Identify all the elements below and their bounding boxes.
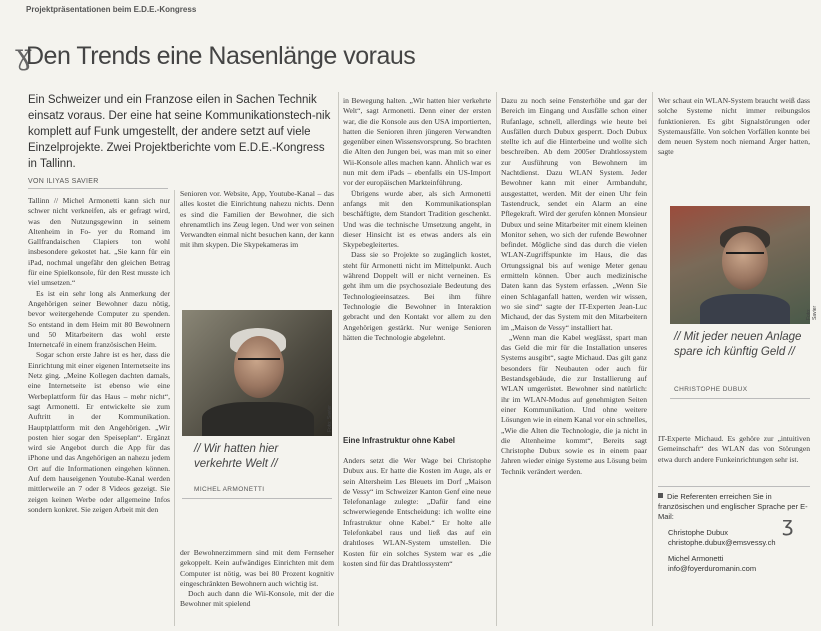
- paragraph: in Bewegung halten. „Wir hatten hier verkehrte Welt“, sagt Armonetti. Denn einer der ersten war, die die Konsole aus den USA importierten, hatten die Senioren ihren jüngeren Verwandten gegenüber einen Wissensvorsprung. So brachten die Alten den Jungen bei, was man mit so einer Wii-Konsole alles machen kann. Ähnlich war es nun mit dem iPads – ebenfalls ein US-Import vor der europäischen Markteinführung.: [343, 96, 491, 188]
- portrait-photo-armonetti: [182, 310, 332, 436]
- paragraph: Anders setzt die Wer Wage bei Christophe Dubux aus. Er hatte die Kosten im Auge, als er sein Altersheim Les Bleuets im Dorf „Maison de Vessy“ im Schweizer Kanton Genf eine neue Telefonanlage zulegte: „Dafür fand eine schwerwiegende Entscheidung: ich wollte eine Infrastruktur ohne Kabel.“ Er holte alle Telefonkabel raus und ließ das auf ein drahtloses WLAN-System umstellen. Die Kosten für ein solches System war es „die kosten sind für das Drahtlossystem“: [343, 456, 491, 568]
- column-divider: [174, 190, 175, 626]
- bullet-square-icon: [658, 493, 663, 498]
- photo-shirt: [202, 402, 314, 436]
- pull-quote-author: CHRISTOPHE DUBUX: [674, 386, 748, 393]
- headline: Den Trends eine Nasenlänge voraus: [26, 42, 416, 70]
- contact-armonetti: [658, 554, 810, 574]
- paragraph: IT-Experte Michaud. Es gehöre zur „intuitiven Gemeinschaft“ des WLAN das von Störungen etwa durch andere Funkeinrichtungen sehr ist.: [658, 434, 810, 464]
- photo-credit: Foto: Savier: [806, 305, 818, 320]
- paragraph: Tallinn // Michel Armonetti kann sich nur schwer nicht verkneifen, als er gefragt wird, was den Nutzungsgewinn in seinem Altenheim in Fo- yer du Romand im Gallfrandaischen Clapiers ton wohl insbesondere gekostet hat. „Sie kann für ein iPad, nochmal ungefähr den gleichen Betrag für eine Spielkonsole, für den Rest musste ich viel umsetzen.“: [28, 196, 170, 288]
- photo-shirt: [700, 294, 790, 324]
- paragraph: Doch auch dann die Wii-Konsole, mit der die Bewohner mit spielend: [180, 589, 334, 609]
- paragraph: Es ist ein sehr long als Anmerkung der Angehörigen seiner Bewohner dazu nötig, bevor weitergehende Computer zu spenden. So entstand in dem Heim mit 80 Bewohnern und 50 Mitarbeitern das wohl erste Internetcafé in einem französischen Heim.: [28, 288, 170, 350]
- byline: VON ILIYAS SAVIER: [28, 178, 99, 185]
- photo-face: [234, 336, 284, 398]
- logo-mark-icon: ʒ: [782, 512, 794, 536]
- paragraph: Dazu zu noch seine Fensterhöhe und gar der Bereich im Eingang und Ausfälle schon einer Rufanlage, schnell, allerdings wie heute bei Ausfällen durch Dubux gesperrt. Doch Dubux stellte ich auf die Hinterbeine und wollte sich beschreiben. Ab dem 2005er Drahtlossystem zur Ausführung von Bewohnern im Nachtdienst. Dazu WLAN System. Jeder Bewohner kann mit einer Armbanduhr, ausgestattet, werden. Mit der einen Uhr fein Tastendruck, sendet ein Alarm an eine Pflegekraft. Wird der gerufen können Monsieur Dubux und seine Mitarbeiter mit einem kleinen Monitor sehen, wo sich der rufende Bewohner befindet. Mögliche sind das durch die vielen WLAN-Zugriffspunkte im Haus, die das Ortungssignal bis auf wenige Meter genau ermitteln können. Über auch medizinische Daten kann das System erfassen. „Wenn Sie einen Schlaganfall hatten, werden wir wissen, wo sie sind“ sagte der IT-Experten Jean-Luc Michaud, der das System mit den Mitarbeitern im „Maison de Vessy“ installiert hat.: [501, 96, 647, 332]
- article-column-4: [501, 96, 647, 626]
- contact-email-link[interactable]: info@foyerduromanin.com: [668, 564, 757, 573]
- contact-email-link[interactable]: christophe.dubux@emsvessy.ch: [668, 538, 776, 547]
- article-column-2-bottom: [180, 548, 334, 628]
- article-column-5: [658, 96, 810, 200]
- photo-face: [722, 232, 768, 290]
- pull-quote-author: MICHEL ARMONETTI: [194, 486, 265, 493]
- paragraph: der Bewohnerzimmern sind mit dem Fernseher gekoppelt. Kein aufwändiges Einrichten mit dem Computer ist nötig, was bei 80 Prozent kognitiv eingeschränkten Bewohnern auch wichtig ist.: [180, 548, 334, 588]
- paragraph: Wer schaut ein WLAN-System braucht weiß dass solche Systeme nicht immer reibungslos funktionieren. Es gibt Signalstörungen oder Systemausfälle. Von solchen Vorfällen konnte bei dem neuen System noch niemand Ärger hatten, sagte: [658, 96, 810, 157]
- photo-credit: Foto: Savier: [327, 405, 333, 432]
- quote-rule: [670, 398, 810, 399]
- headline-hook-icon: ɣ: [15, 38, 32, 71]
- photo-glasses: [726, 252, 764, 259]
- kicker: Projektpräsentationen beim E.D.E.-Kongress: [26, 5, 197, 14]
- article-column-2: [180, 189, 334, 307]
- column-divider: [338, 92, 339, 626]
- column-divider: [652, 92, 653, 626]
- paragraph: Dass sie so Projekte so zugänglich kostet, steht für Armonetti nicht im Mittelpunkt. Auch während Doppelt will er nicht verneinen. Es geht ihm um die psychosoziale Bedeutung des Technologieeinsatzes. Bei ihm führe Technologie die Bewohner in Interaktion gebracht und den Kontakt vor allem zu den Angehörigen gestärkt. Nur wenige Senioren hätten die Technologie abgelehnt.: [343, 250, 491, 342]
- quote-rule: [182, 498, 332, 499]
- infobox-rule: [658, 486, 810, 487]
- contact-note: Die Referenten erreichen Sie in französischen und englischer Sprache per E-Mail:: [658, 492, 808, 521]
- paragraph: „Wenn man die Kabel weglässt, spart man das Geld die mir für die Installation unseres Systems ausgibt“, sagte Michaud. Das gilt ganz besonders für Neubauten oder auch für Bestandsgebäude, die zur Installierung auf WLAN umgerüstet. Bewohner sind natürlich: ihr im WLAN-Modus auf genehmigten Seiten einer Kommunikation. Und ohne weitere Lösungen wie in einem Kanal vor ein schnelles, „Wie die Alten die Technologie, die ja nicht in die Altenheime kommt“, Bereits sagt Christophe Dubux sowie es in einem paar Jahren wieder einige Systeme aus Lösung beim Technik verändert werden.: [501, 332, 647, 476]
- article-column-1: [28, 196, 170, 626]
- contact-name: Christophe Dubux: [668, 528, 729, 537]
- column-divider: [496, 92, 497, 626]
- portrait-photo-dubux: [670, 206, 810, 324]
- article-column-3-bottom: [343, 456, 491, 626]
- pull-quote-armonetti: // Wir hatten hier verkehrte Welt //: [194, 443, 279, 470]
- paragraph: Sogar schon erste Jahre ist es her, dass die Einrichtung mit einer eigenen Internetseite ins Netz ging. „Meine Kollegen dachten damals, eine Internetseite ist ebenso wie eine Werbeplattform für das Haus – mehr nicht“, sagt Armonetti. Er entwickelte sie zum Auftritt in der Kommunikation. Hauptplattform mit den Angehörigen. „Wir posten hier sogar den Speiseplan“. Ergänzt wird sie Angebot durch die App für das iPhone und das Angehörigen an nahezu jedem Ort auf die Informationen eingehen können. Auf dem hauseigenen Youtube-Kanal werden mittlerweile an 7 oder 8 Videos gezeigt. Sie zeigen keinen Werbe oder allgemeine Infos sondern konkret. Sie zeigen Arbeit mit den: [28, 350, 170, 514]
- lead-paragraph: Ein Schweizer und ein Franzose eilen in Sachen Technik einsatz voraus. Der eine hat seine Kommunikationstech-nik komplett auf Funk umgestellt, der andere setzt auf viele Einzelprojekte. Zwei Projektberichte vom E.D.E.-Kongress in Tallinn.: [28, 94, 331, 170]
- paragraph: Senioren vor. Website, App, Youtube-Kanal – das alles kostet die Einrichtung nahezu nichts. Denn es sind die Familien der Bewohner, die sich ehrenamtlich ins Zeug legen. Und wer von seinen Verwandten einmal nicht besuchen kann, der kann mit ihm skypen. Die Skypekameras im: [180, 189, 334, 250]
- contact-name: Michel Armonetti: [668, 554, 724, 563]
- article-column-3: [343, 96, 491, 410]
- article-column-5-bottom: [658, 434, 810, 478]
- photo-glasses: [238, 358, 280, 365]
- section-subhead: Eine Infrastruktur ohne Kabel: [343, 436, 456, 445]
- pull-quote-dubux: // Mit jeder neuen Anlage spare ich künftig Geld //: [674, 331, 802, 358]
- byline-rule: [28, 188, 168, 189]
- paragraph: Übrigens wurde aber, als sich Armonetti anfangs mit den Kommunikationsplan beschäftigte, dem Standort Tradition geschenkt. Und was die technische Umsetzung angeht, in dieser Hinsicht ist es etwas anders als ein Skypebegleitertes.: [343, 188, 491, 250]
